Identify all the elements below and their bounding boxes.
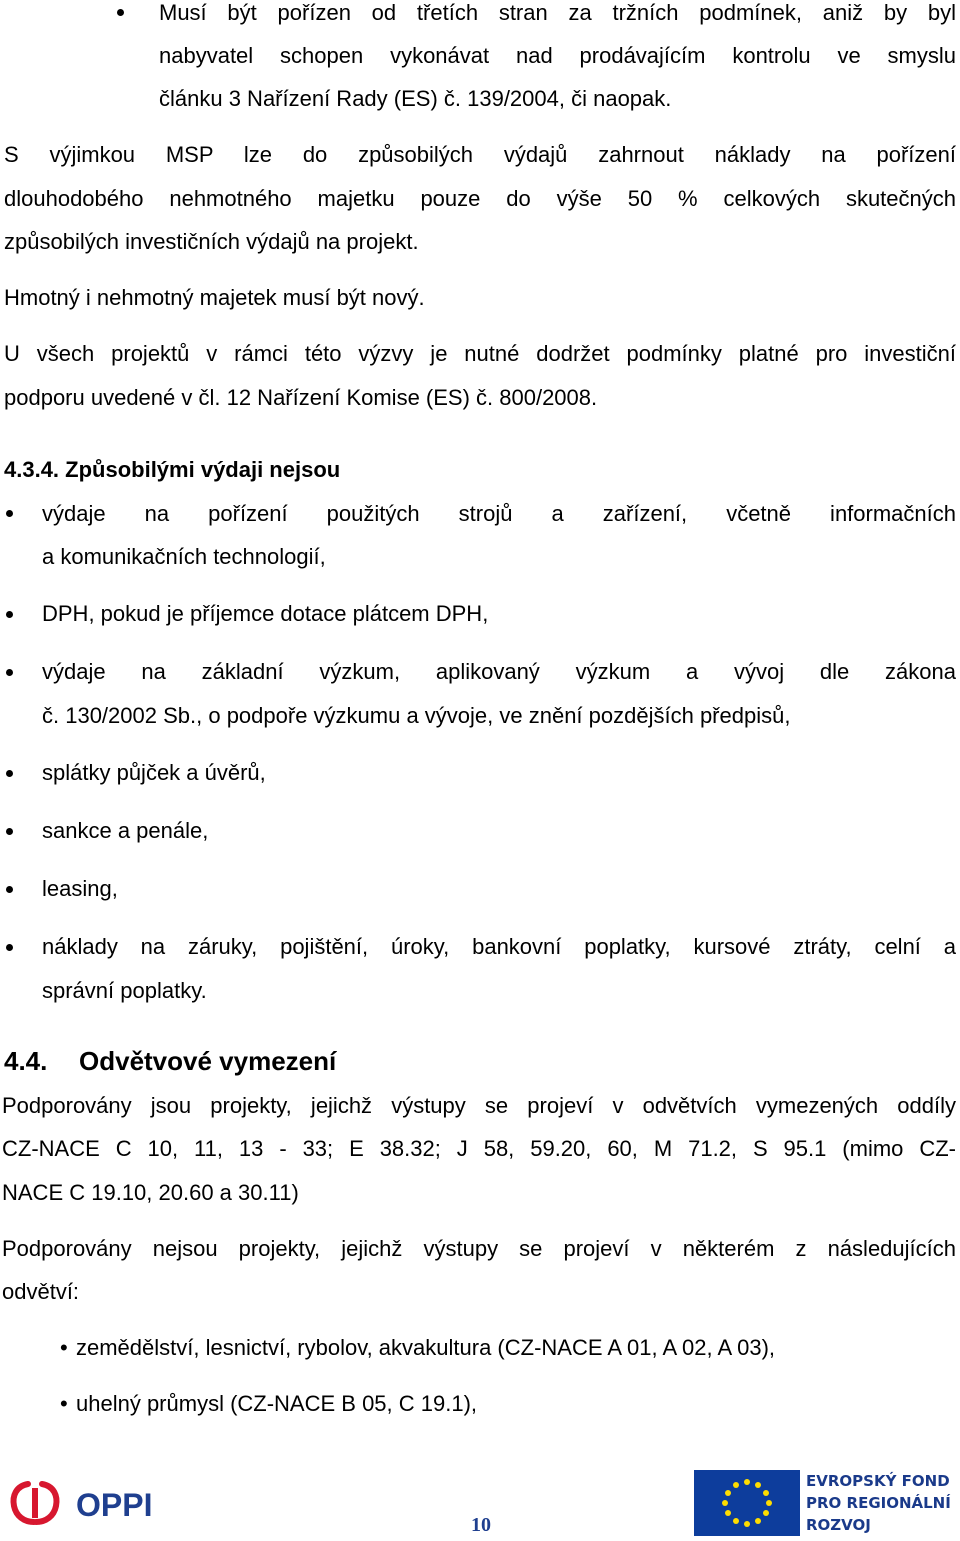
oppi-logo (8, 1474, 168, 1532)
paragraph-line: NACE C 19.10, 20.60 a 30.11) (2, 1180, 299, 1205)
list-item: č. 130/2002 Sb., o podpoře výzkumu a vývoje, ve znění pozdějších předpisů, (42, 703, 791, 728)
eu-fund-line: EVROPSKÝ FOND (806, 1472, 950, 1490)
bullet-icon (6, 944, 13, 951)
list-item: správní poplatky. (42, 978, 207, 1003)
paragraph-line: způsobilých investičních výdajů na projekt. (4, 229, 419, 254)
list-item: výdaje na základní výzkum, aplikovaný výzkum a vývoj dle zákona (42, 659, 956, 684)
list-item: náklady na záruky, pojištění, úroky, bankovní poplatky, kursové ztráty, celní a (42, 934, 956, 959)
list-item: leasing, (42, 876, 118, 901)
bullet-icon: • (60, 1391, 68, 1416)
top-bullet-line: Musí být pořízen od třetích stran za tržních podmínek, aniž by byl (159, 0, 956, 25)
list-item: DPH, pokud je příjemce dotace plátcem DPH, (42, 601, 489, 626)
paragraph-line: odvětví: (2, 1279, 80, 1304)
list-item: splátky půjček a úvěrů, (42, 760, 266, 785)
section-title: Odvětvové vymezení (79, 1046, 337, 1076)
section-heading: 4.3.4. Způsobilými výdaji nejsou (4, 457, 341, 482)
paragraph-line: podporu uvedené v čl. 12 Nařízení Komise (ES) č. 800/2008. (4, 385, 598, 410)
page-number: 10 (471, 1514, 491, 1536)
list-item: a komunikačních technologií, (42, 544, 326, 569)
top-bullet-line: nabyvatel schopen vykonávat nad prodávajícím kontrolu ve smyslu (159, 43, 956, 68)
eu-fund-label (806, 1470, 960, 1536)
eu-fund-line: PRO REGIONÁLNÍ (806, 1494, 951, 1512)
bullet-icon: • (60, 1335, 68, 1360)
list-item: sankce a penále, (42, 818, 209, 843)
list-item: uhelný průmysl (CZ-NACE B 05, C 19.1), (76, 1391, 478, 1416)
paragraph-line: Podporovány jsou projekty, jejichž výstupy se projeví v odvětvích vymezených oddíly (2, 1093, 956, 1118)
list-item: zemědělství, lesnictví, rybolov, akvakultura (CZ-NACE A 01, A 02, A 03), (76, 1335, 776, 1360)
list-item: výdaje na pořízení použitých strojů a zařízení, včetně informačních (42, 501, 956, 526)
paragraph-line: Hmotný i nehmotný majetek musí být nový. (4, 285, 425, 310)
paragraph-line: dlouhodobého nehmotného majetku pouze do výše 50 % celkových skutečných (4, 186, 956, 211)
eu-fund-line: ROZVOJ (806, 1516, 871, 1534)
paragraph-line: U všech projektů v rámci této výzvy je nutné dodržet podmínky platné pro investiční (4, 341, 956, 366)
bullet-icon (6, 828, 13, 835)
bullet-icon (6, 770, 13, 777)
oppi-logo-text: OPPI (76, 1487, 153, 1523)
bullet-icon (6, 669, 13, 676)
bullet-icon (6, 510, 13, 517)
bullet-icon (6, 886, 13, 893)
eu-flag-icon (694, 1470, 800, 1536)
top-bullet-line: článku 3 Nařízení Rady (ES) č. 139/2004, či naopak. (159, 86, 672, 111)
bullet-icon (117, 9, 124, 16)
paragraph-line: S výjimkou MSP lze do způsobilých výdajů zahrnout náklady na pořízení (4, 142, 956, 167)
paragraph-line: CZ-NACE C 10, 11, 13 - 33; E 38.32; J 58, 59.20, 60, M 71.2, S 95.1 (mimo CZ- (2, 1136, 956, 1161)
section-number: 4.4. (4, 1046, 48, 1076)
paragraph-line: Podporovány nejsou projekty, jejichž výstupy se projeví v některém z následujících (2, 1236, 956, 1261)
bullet-icon (6, 611, 13, 618)
